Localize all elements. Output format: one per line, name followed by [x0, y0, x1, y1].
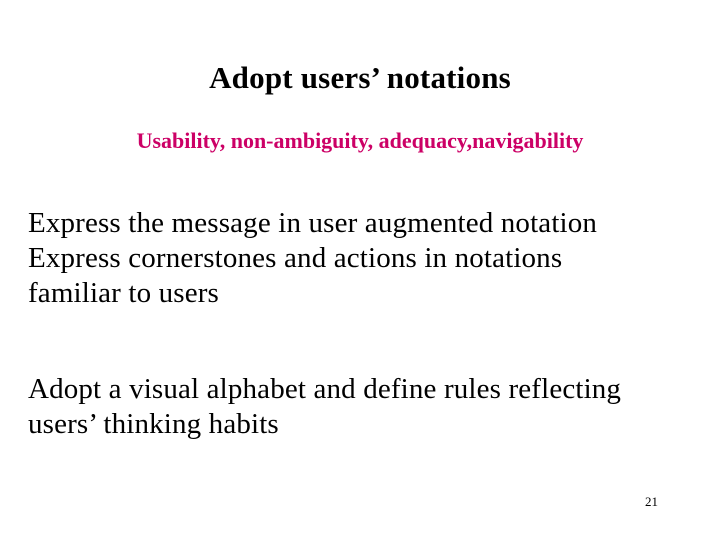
slide-subtitle: Usability, non-ambiguity, adequacy,navigability — [136, 128, 584, 153]
slide-title: Adopt users’ notations — [209, 60, 511, 95]
body-line: familiar to users — [28, 277, 219, 309]
body-line: users’ thinking habits — [28, 408, 279, 440]
body-paragraph-2 — [28, 372, 708, 442]
body-line: Adopt a visual alphabet and define rules reflecting — [28, 373, 622, 405]
body-paragraph-1 — [28, 206, 708, 311]
body-line: Express cornerstones and actions in notations — [28, 242, 563, 274]
page-number: 21 — [645, 494, 658, 509]
body-line: Express the message in user augmented notation — [28, 207, 598, 239]
